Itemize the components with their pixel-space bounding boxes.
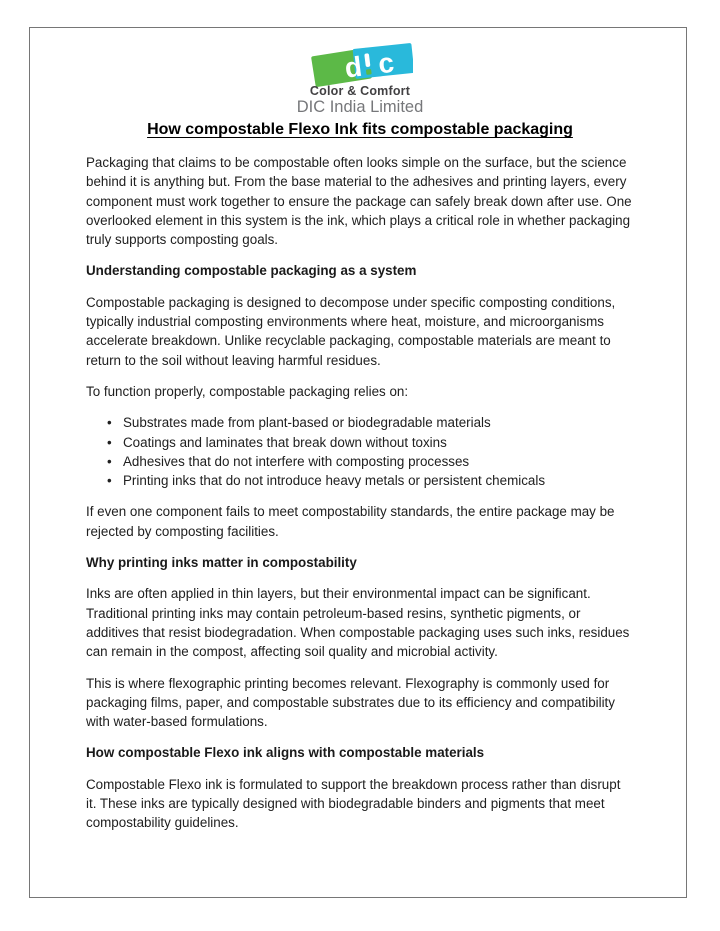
logo-exclamation-dot [366, 69, 372, 75]
paragraph-relies-on: To function properly, compostable packaging relies on: [86, 383, 409, 399]
list-item [107, 471, 634, 490]
document-title: How compostable Flexo Ink fits compostable packaging [147, 121, 573, 138]
paragraph-decompose: Compostable packaging is designed to decompose under specific composting conditions, typically industrial composting environments where heat, moisture, and microorganisms accelerate breakdown. Unlike recyclable packaging, compostable materials are meant to return to the soil without leaving harmful residues. [86, 294, 616, 368]
paragraph-ink-impact: Inks are often applied in thin layers, but their environmental impact can be significant. Traditional printing inks may contain petroleum-based resins, synthetic pigments, or additives that resist biodegradation. When compostable packaging uses such inks, residues can remain in the compost, affecting soil quality and microbial activity. [86, 586, 630, 660]
paragraph-flexo-formulated: Compostable Flexo ink is formulated to support the breakdown process rather than disrupt it. These inks are typically designed with biodegradable binders and pigments that meet compostability guidelines. [86, 776, 621, 831]
list-item [107, 413, 634, 432]
heading-why-inks-matter: Why printing inks matter in compostability [86, 555, 357, 571]
paragraph-rejected: If even one component fails to meet compostability standards, the entire package may be rejected by composting facilities. [86, 504, 615, 539]
compostable-requirements-list [86, 413, 634, 490]
bullet-icon: • [107, 415, 112, 431]
list-item-text: Adhesives that do not interfere with composting processes [123, 453, 470, 469]
page-content [86, 42, 634, 845]
logo-letter-c: c [376, 46, 396, 80]
list-item-text: Substrates made from plant-based or biodegradable materials [123, 415, 491, 431]
letterhead [86, 42, 634, 117]
bullet-icon: • [107, 473, 112, 489]
list-item-text: Coatings and laminates that break down without toxins [123, 434, 447, 450]
dic-logo [307, 42, 413, 88]
logo-tagline: Color & Comfort [309, 84, 411, 98]
list-item [107, 433, 634, 452]
list-item [107, 452, 634, 471]
heading-flexo-aligns: How compostable Flexo ink aligns with compostable materials [86, 745, 485, 761]
list-item-text: Printing inks that do not introduce heavy metals or persistent chemicals [123, 473, 546, 489]
heading-understanding-system: Understanding compostable packaging as a system [86, 263, 417, 279]
bullet-icon: • [107, 434, 112, 450]
logo-company-name: DIC India Limited [296, 98, 424, 116]
paragraph-flexographic: This is where flexographic printing becomes relevant. Flexography is commonly used for packaging films, paper, and compostable substrates due to its efficiency and compatibility with water-based formulations. [86, 675, 615, 730]
paragraph-intro: Packaging that claims to be compostable often looks simple on the surface, but the science behind it is anything but. From the base material to the adhesives and printing layers, every component must work together to ensure the package can safely break down after use. One overlooked element in this system is the ink, which plays a critical role in whether packaging truly supports composting goals. [86, 155, 632, 248]
dic-logo-icon [307, 42, 413, 88]
bullet-icon: • [107, 453, 112, 469]
logo-letter-d: d [342, 50, 364, 84]
